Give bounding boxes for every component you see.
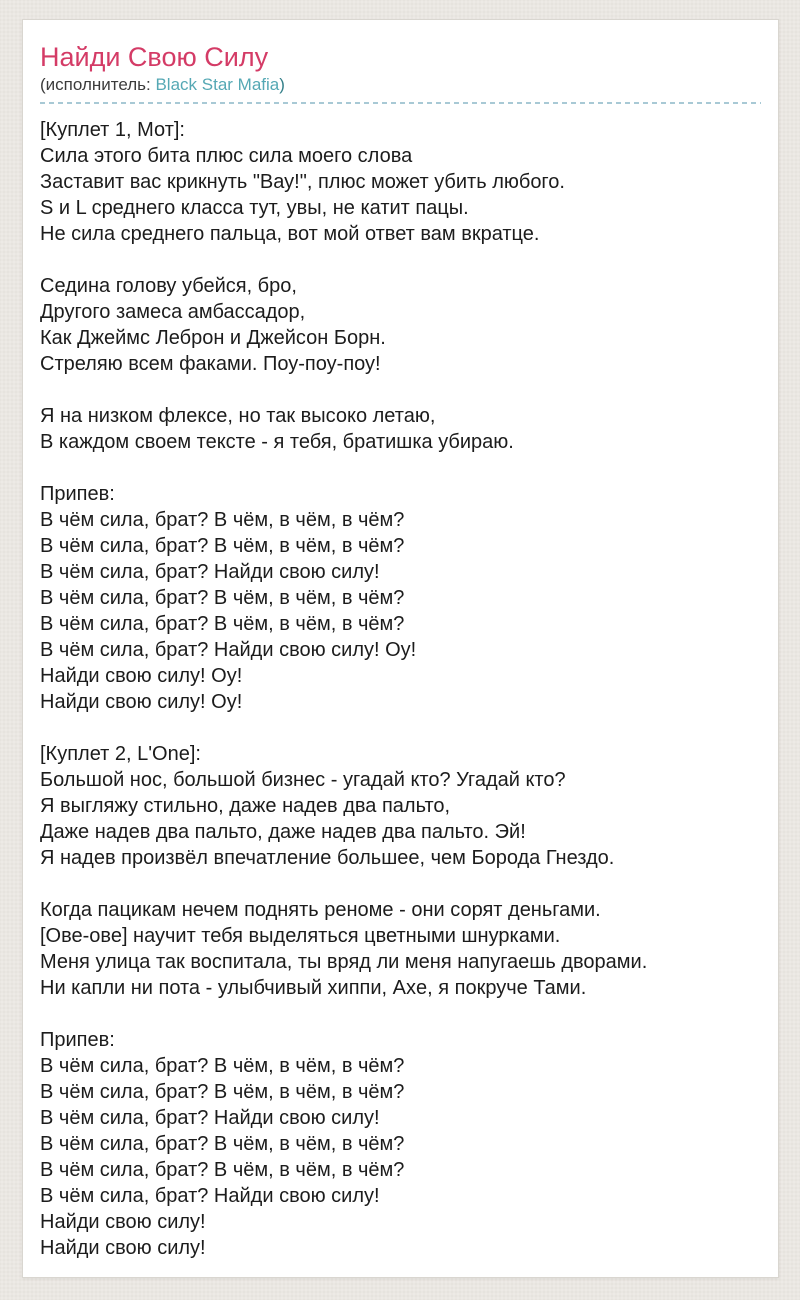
stanza-verse-1b <box>40 273 761 377</box>
lyric-line: В чём сила, брат? В чём, в чём, в чём? <box>40 509 405 531</box>
stanza-verse-1c <box>40 403 761 455</box>
lyric-line: Найди свою силу! <box>40 1211 206 1233</box>
lyric-line: В чём сила, брат? В чём, в чём, в чём? <box>40 535 405 557</box>
stanza-chorus-2 <box>40 1027 761 1261</box>
lyric-line: Другого замеса амбассадор, <box>40 301 306 323</box>
lyric-line: Я выгляжу стильно, даже надев два пальто, <box>40 795 451 817</box>
lyric-line: Меня улица так воспитала, ты вряд ли меня напугаешь дворами. <box>40 951 648 973</box>
lyrics-text <box>40 117 761 1261</box>
stanza-verse-2b <box>40 897 761 1001</box>
lyric-line: В чём сила, брат? В чём, в чём, в чём? <box>40 587 405 609</box>
lyric-line: В чём сила, брат? В чём, в чём, в чём? <box>40 1081 405 1103</box>
lyric-line: В каждом своем тексте - я тебя, братишка убираю. <box>40 431 514 453</box>
lyric-line: Ни капли ни пота - улыбчивый хиппи, Axe, я покруче Тами. <box>40 977 587 999</box>
lyric-line: В чём сила, брат? В чём, в чём, в чём? <box>40 1159 405 1181</box>
lyric-line: Найди свою силу! Оу! <box>40 665 243 687</box>
artist-line-suffix: ) <box>279 75 285 94</box>
stanza-verse-2 <box>40 741 761 871</box>
lyric-line: Найди свою силу! Оу! <box>40 691 243 713</box>
lyrics-card <box>22 19 779 1278</box>
artist-line <box>40 74 761 102</box>
lyric-line: В чём сила, брат? Найди свою силу! Оу! <box>40 639 417 661</box>
lyric-line: Как Джеймс Леброн и Джейсон Борн. <box>40 327 386 349</box>
lyric-line: Я на низком флексе, но так высоко летаю, <box>40 405 436 427</box>
lyric-line: В чём сила, брат? Найди свою силу! <box>40 1185 380 1207</box>
lyric-line: Седина голову убейся, бро, <box>40 275 297 297</box>
artist-link[interactable]: Black Star Mafia <box>155 75 280 94</box>
lyric-line: [Куплет 2, L'One]: <box>40 743 201 765</box>
lyric-line: В чём сила, брат? Найди свою силу! <box>40 1107 380 1129</box>
stanza-verse-1 <box>40 117 761 247</box>
lyric-line: В чём сила, брат? В чём, в чём, в чём? <box>40 613 405 635</box>
lyric-line: Стреляю всем факами. Поу-поу-поу! <box>40 353 381 375</box>
lyric-line: В чём сила, брат? Найди свою силу! <box>40 561 380 583</box>
lyric-line: Заставит вас крикнуть "Вау!", плюс может убить любого. <box>40 171 565 193</box>
artist-label: (исполнитель: <box>40 75 156 94</box>
song-title: Найди Свою Силу <box>40 42 269 72</box>
lyric-line: Припев: <box>40 483 115 505</box>
lyric-line: [Ове-ове] научит тебя выделяться цветными шнурками. <box>40 925 561 947</box>
lyric-line: В чём сила, брат? В чём, в чём, в чём? <box>40 1055 405 1077</box>
lyric-line: Я надев произвёл впечатление большее, чем Борода Гнездо. <box>40 847 615 869</box>
lyric-line: Большой нос, большой бизнес - угадай кто? Угадай кто? <box>40 769 566 791</box>
lyric-line: Сила этого бита плюс сила моего слова <box>40 145 413 167</box>
lyric-line: Найди свою силу! <box>40 1237 206 1259</box>
stanza-chorus-1 <box>40 481 761 715</box>
lyric-line: В чём сила, брат? В чём, в чём, в чём? <box>40 1133 405 1155</box>
lyric-line: Даже надев два пальто, даже надев два пальто. Эй! <box>40 821 526 843</box>
lyric-line: [Куплет 1, Мот]: <box>40 119 185 141</box>
dotted-separator <box>40 102 761 104</box>
lyric-line: Когда пацикам нечем поднять реноме - они сорят деньгами. <box>40 899 601 921</box>
lyric-line: Не сила среднего пальца, вот мой ответ вам вкратце. <box>40 223 540 245</box>
lyric-line: Припев: <box>40 1029 115 1051</box>
lyric-line: S и L среднего класса тут, увы, не катит пацы. <box>40 197 469 219</box>
